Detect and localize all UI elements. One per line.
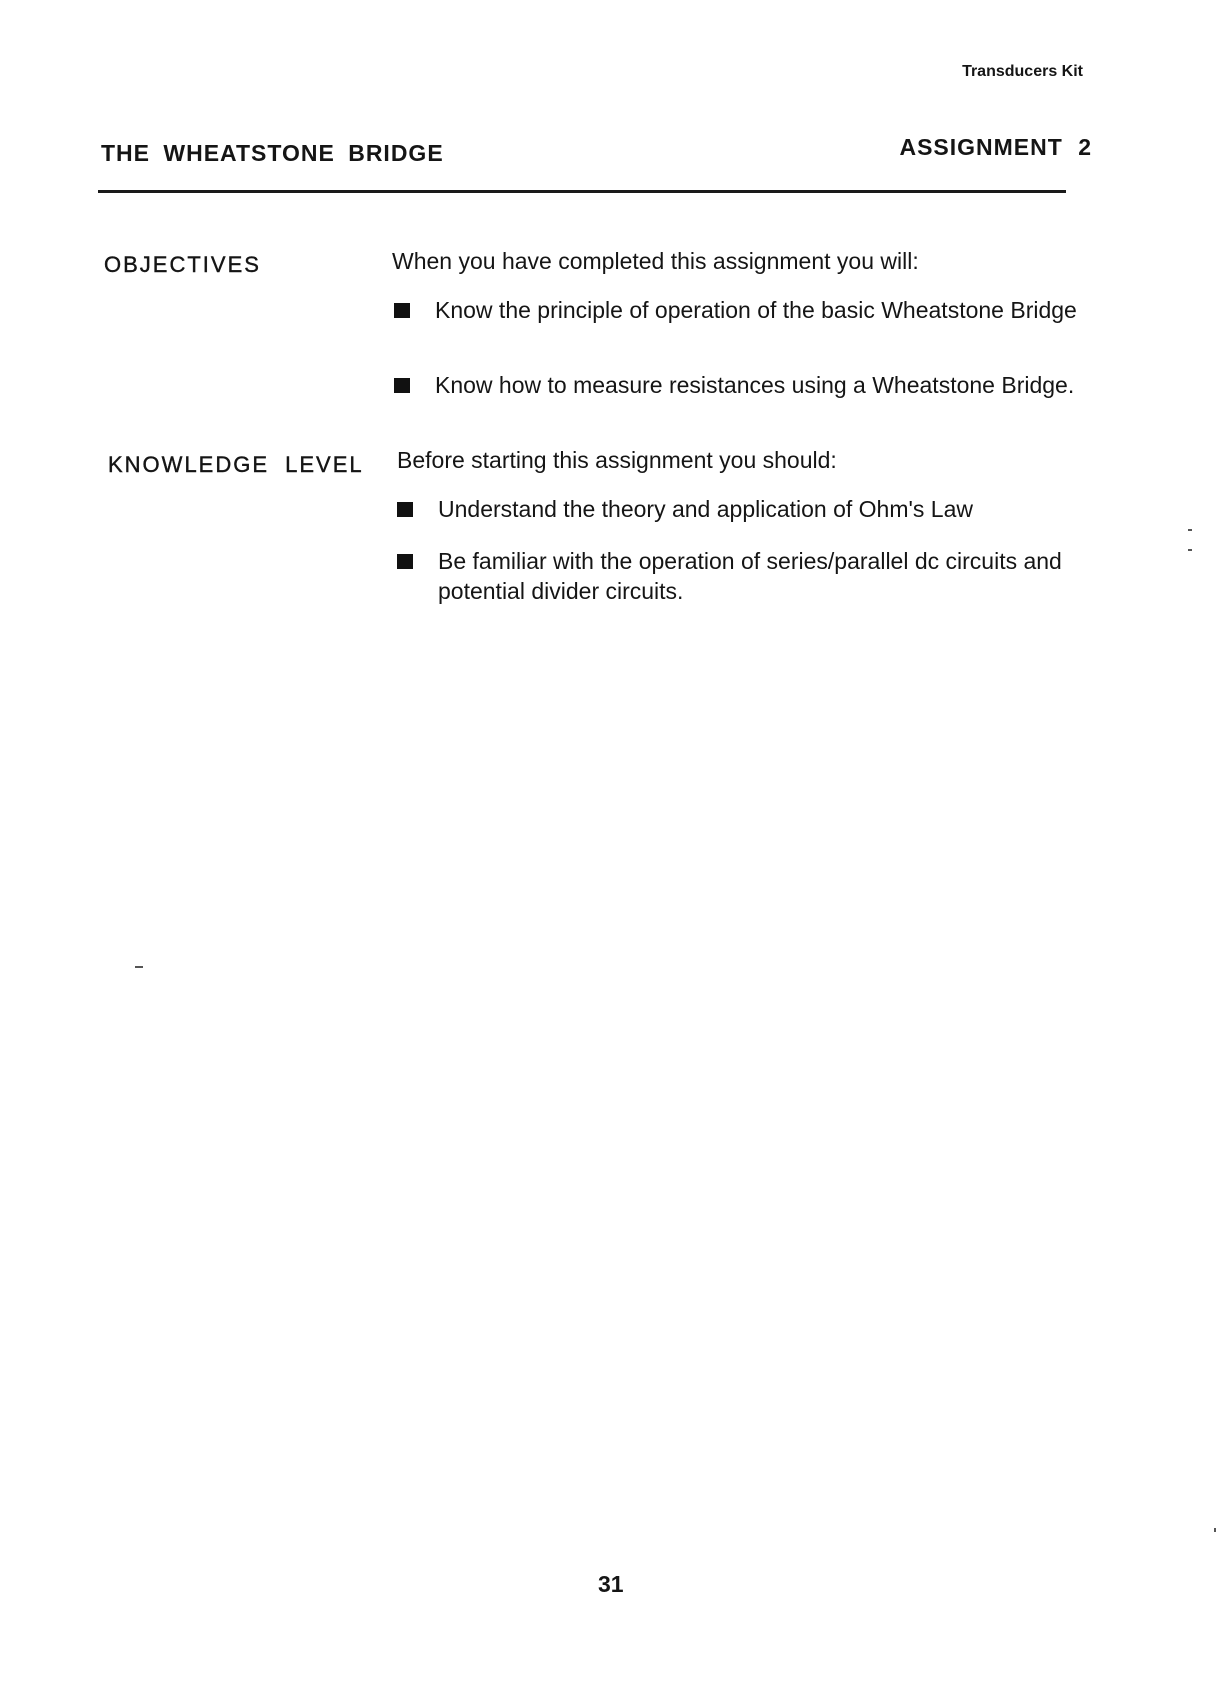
assignment-number: ASSIGNMENT 2 (899, 134, 1092, 160)
page-number: 31 (598, 1571, 624, 1597)
knowledge-level-intro: Before starting this assignment you should: (397, 447, 837, 473)
knowledge-item-text: Be familiar with the operation of series/parallel dc circuits and potential divider circuits. (438, 548, 1062, 604)
header-divider (98, 190, 1066, 193)
objectives-label: OBJECTIVES (104, 252, 261, 277)
page-title: THE WHEATSTONE BRIDGE (101, 140, 444, 166)
scan-speck (1188, 529, 1192, 531)
scan-speck (135, 966, 143, 968)
square-bullet-icon (394, 303, 410, 318)
objective-item-text: Know how to measure resistances using a Wheatstone Bridge. (435, 372, 1075, 398)
knowledge-level-label: KNOWLEDGE LEVEL (108, 452, 364, 477)
knowledge-item-text: Understand the theory and application of Ohm's Law (438, 496, 973, 522)
objective-item-text: Know the principle of operation of the basic Wheatstone Bridge (435, 297, 1077, 323)
scan-speck (1188, 549, 1192, 551)
scan-speck (1214, 1528, 1216, 1532)
square-bullet-icon (394, 378, 410, 393)
objectives-intro: When you have completed this assignment you will: (392, 248, 919, 274)
kit-name: Transducers Kit (962, 63, 1083, 80)
square-bullet-icon (397, 502, 413, 517)
square-bullet-icon (397, 554, 413, 569)
